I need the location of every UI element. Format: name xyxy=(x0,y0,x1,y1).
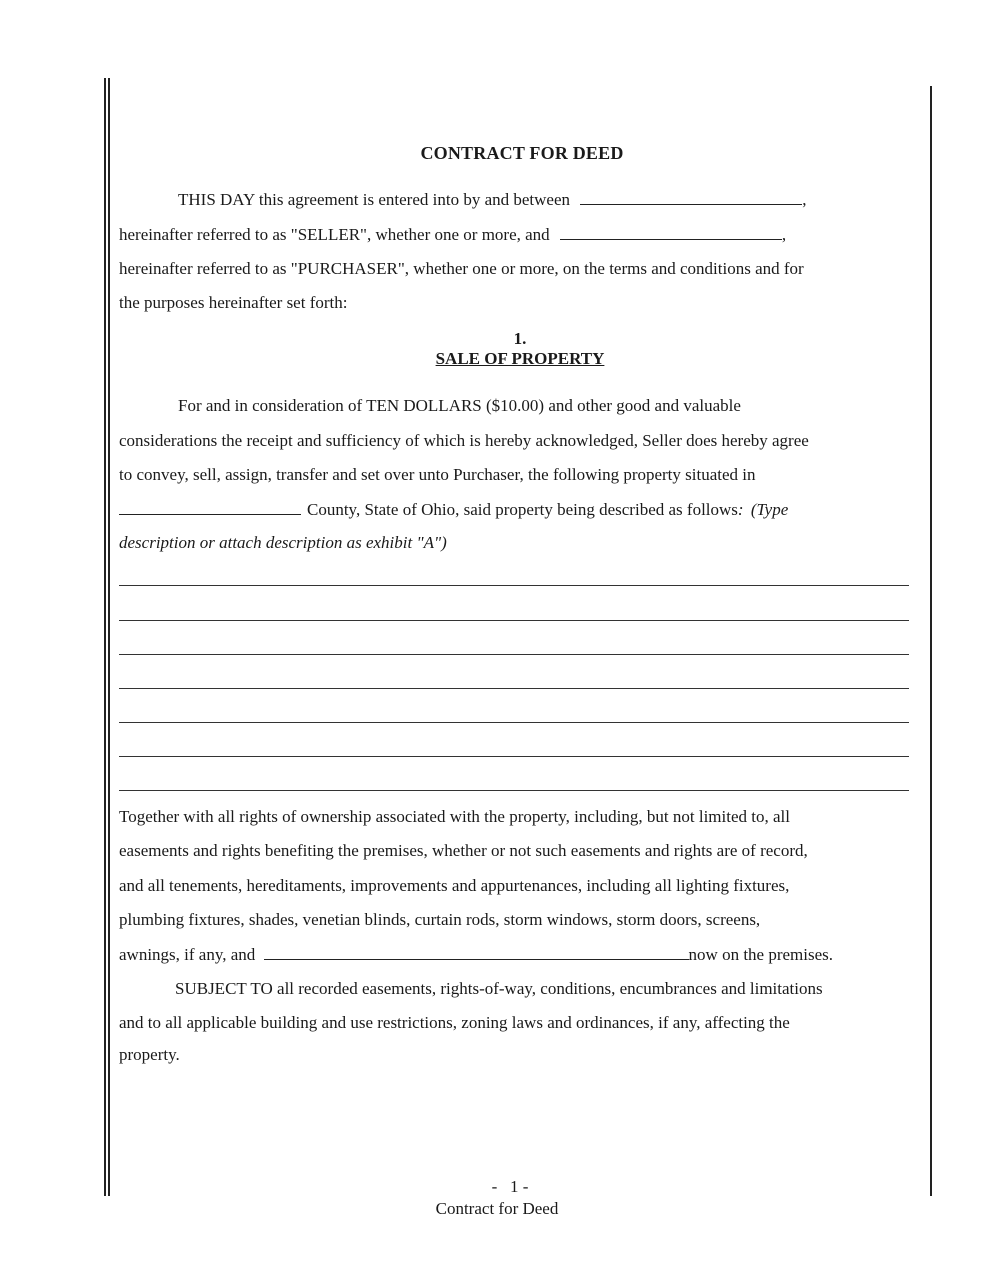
p1-line-4-text: County, State of Ohio, said property being described as follows xyxy=(307,500,738,519)
p2-line-3: and all tenements, hereditaments, improvements and appurtenances, including all lighting fixtures, xyxy=(119,876,790,895)
description-line-7[interactable] xyxy=(119,790,909,791)
left-margin-line xyxy=(104,78,106,1196)
p2-line-4: plumbing fixtures, shades, venetian blinds, curtain rods, storm windows, storm doors, screens, xyxy=(119,910,761,929)
p1-line-5-italic: description or attach description as exhibit "A") xyxy=(119,533,447,552)
description-line-1[interactable] xyxy=(119,585,909,586)
intro-line-4: the purposes hereinafter set forth: xyxy=(119,293,348,312)
p3-line-3: property. xyxy=(119,1045,180,1064)
intro-line-2-text: hereinafter referred to as "SELLER", whether one or more, and xyxy=(119,225,550,244)
p1-line-4-italic: (Type xyxy=(750,500,789,519)
document-title: CONTRACT FOR DEED xyxy=(420,143,624,163)
intro-comma-1: , xyxy=(802,190,807,209)
intro-line-1-text: THIS DAY this agreement is entered into by and between xyxy=(178,190,571,209)
description-line-3[interactable] xyxy=(119,654,909,655)
county-blank[interactable] xyxy=(119,499,301,515)
p1-line-4-colon: : xyxy=(737,500,744,519)
fixtures-blank[interactable] xyxy=(264,944,689,960)
description-line-4[interactable] xyxy=(119,688,909,689)
p1-line-1: For and in consideration of TEN DOLLARS ($10.00) and other good and valuable xyxy=(178,396,741,415)
intro-line-3: hereinafter referred to as "PURCHASER", whether one or more, on the terms and conditions and for xyxy=(119,259,804,278)
p2-line-1: Together with all rights of ownership associated with the property, including, but not limited to, all xyxy=(119,807,790,826)
p2-line-5 xyxy=(119,944,833,965)
section-number: 1. xyxy=(513,329,527,348)
intro-line-1 xyxy=(178,189,807,210)
p2-line-2: easements and rights benefiting the premises, whether or not such easements and rights are of record, xyxy=(119,841,808,860)
description-line-6[interactable] xyxy=(119,756,909,757)
p1-line-2: considerations the receipt and sufficiency of which is hereby acknowledged, Seller does hereby agree xyxy=(119,431,809,450)
p1-line-3: to convey, sell, assign, transfer and set over unto Purchaser, the following property situated in xyxy=(119,465,756,484)
right-margin-line xyxy=(930,86,932,1196)
seller-name-blank[interactable] xyxy=(580,189,802,205)
footer-document-name: Contract for Deed xyxy=(435,1199,559,1218)
description-line-2[interactable] xyxy=(119,620,909,621)
p2-line-5-end: now on the premises. xyxy=(688,945,834,964)
page-number: - 1 - xyxy=(491,1177,529,1196)
purchaser-name-blank[interactable] xyxy=(560,224,782,240)
left-margin-line-inner xyxy=(108,78,110,1196)
p1-line-5 xyxy=(119,533,447,553)
description-line-5[interactable] xyxy=(119,722,909,723)
p3-line-1: SUBJECT TO all recorded easements, rights-of-way, conditions, encumbrances and limitations xyxy=(175,979,823,998)
section-heading-text: SALE OF PROPERTY xyxy=(435,349,605,368)
p1-line-4 xyxy=(119,499,788,520)
intro-line-2 xyxy=(119,224,786,245)
p3-line-2: and to all applicable building and use restrictions, zoning laws and ordinances, if any, affecting the xyxy=(119,1013,790,1032)
p2-line-5-start: awnings, if any, and xyxy=(119,945,256,964)
section-heading xyxy=(0,349,987,369)
intro-comma-2: , xyxy=(781,225,787,244)
